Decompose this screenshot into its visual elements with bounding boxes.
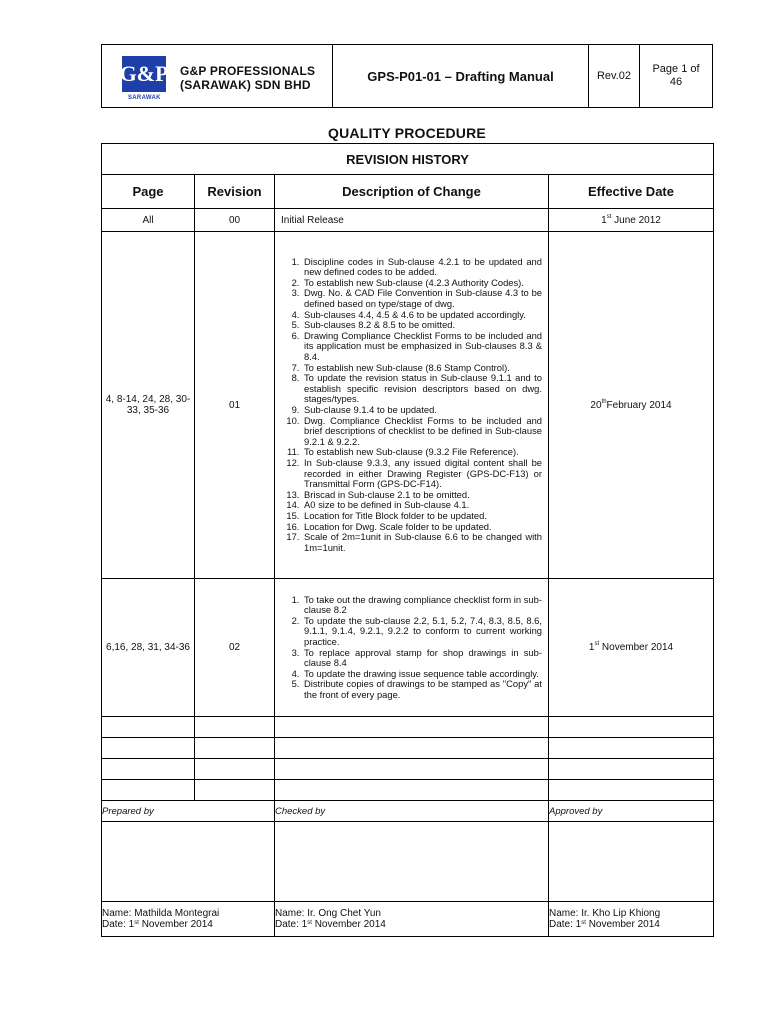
change-item: 7. To establish new Sub-clause (8.6 Stamp Control). xyxy=(302,363,542,374)
change-item: 3. To replace approval stamp for shop drawings in sub-clause 8.4 xyxy=(302,648,542,669)
prepared-by-details xyxy=(102,902,275,937)
company-name-line2: (SARAWAK) SDN BHD xyxy=(180,78,311,92)
checked-by-details xyxy=(275,902,549,937)
row-page: All xyxy=(102,209,195,232)
change-item: 9. Sub-clause 9.1.4 to be updated. xyxy=(302,405,542,416)
empty-row xyxy=(102,759,714,780)
change-item: 5. Distribute copies of drawings to be stamped as "Copy" at the front of every page. xyxy=(302,679,542,700)
row-description xyxy=(275,232,549,579)
logo-cell xyxy=(102,45,333,107)
page-number-line1: Page 1 of xyxy=(652,63,700,75)
signoff-name-row xyxy=(102,902,714,937)
empty-row xyxy=(102,780,714,801)
change-item: 17. Scale of 2m=1unit in Sub-clause 6.6 to be changed with 1m=1unit. xyxy=(302,532,542,553)
table-title: REVISION HISTORY xyxy=(102,144,714,175)
row-page: 4, 8-14, 24, 28, 30-33, 35-36 xyxy=(102,232,195,579)
prepared-by-name: Name: Mathilda Montegrai xyxy=(102,908,220,919)
signoff-label-row xyxy=(102,801,714,822)
prepared-by-date: Date: 1st November 2014 xyxy=(102,919,213,930)
page-number-line2: 46 xyxy=(669,76,683,88)
table-row xyxy=(102,232,714,579)
change-item: 1. Discipline codes in Sub-clause 4.2.1 to be updated and new defined codes to be added. xyxy=(302,257,542,278)
change-item: 4. To update the drawing issue sequence table accordingly. xyxy=(302,669,542,680)
logo-lettering: G&P xyxy=(120,61,168,86)
empty-row xyxy=(102,738,714,759)
change-item: 6. Drawing Compliance Checklist Forms to be included and its application must be emphasized in Sub-clauses 8.3 & 8.4. xyxy=(302,331,542,363)
row-revision: 00 xyxy=(195,209,275,232)
change-item: 2. To update the sub-clause 2.2, 5.1, 5.2, 7.4, 8.3, 8.5, 8.6, 9.1.1, 9.1.4, 9.2.1, 9.2.2 to conform to current working practice. xyxy=(302,616,542,648)
document-title: GPS-P01-01 – Drafting Manual xyxy=(333,45,589,107)
company-name xyxy=(180,64,315,92)
column-header-page: Page xyxy=(102,175,195,209)
logo-subtitle: SARAWAK xyxy=(128,95,161,101)
table-header-row xyxy=(102,175,714,209)
change-list xyxy=(275,595,548,701)
procedure-title: QUALITY PROCEDURE xyxy=(328,125,486,141)
approved-by-name: Name: Ir. Kho Lip Khiong xyxy=(549,908,661,919)
row-revision: 01 xyxy=(195,232,275,579)
row-effective-date: 1st November 2014 xyxy=(549,579,714,717)
column-header-effective-date: Effective Date xyxy=(549,175,714,209)
checked-by-name: Name: Ir. Ong Chet Yun xyxy=(275,908,381,919)
column-header-revision: Revision xyxy=(195,175,275,209)
change-item: 15. Location for Title Block folder to be updated. xyxy=(302,511,542,522)
change-item: 14. A0 size to be defined in Sub-clause 4.1. xyxy=(302,500,542,511)
revision-history-table xyxy=(101,143,714,937)
revision-number: Rev.02 xyxy=(589,45,640,107)
company-name-line1: G&P PROFESSIONALS xyxy=(180,64,316,78)
change-item: 16. Location for Dwg. Scale folder to be updated. xyxy=(302,522,542,533)
prepared-signature xyxy=(102,822,275,902)
prepared-by-label: Prepared by xyxy=(102,801,275,822)
table-row xyxy=(102,209,714,232)
checked-by-label: Checked by xyxy=(275,801,549,822)
row-page: 6,16, 28, 31, 34-36 xyxy=(102,579,195,717)
signature-row xyxy=(102,822,714,902)
row-revision: 02 xyxy=(195,579,275,717)
approved-by-details xyxy=(549,902,714,937)
change-item: 3. Dwg. No. & CAD File Convention in Sub-clause 4.3 to be defined based on type/stage of dwg. xyxy=(302,288,542,309)
change-item: 5. Sub-clauses 8.2 & 8.5 to be omitted. xyxy=(302,320,542,331)
table-row xyxy=(102,579,714,717)
checked-by-date: Date: 1st November 2014 xyxy=(275,919,386,930)
row-effective-date: 1st June 2012 xyxy=(549,209,714,232)
change-item: 10. Dwg. Compliance Checklist Forms to be included and brief descriptions of checklist to be defined in Sub-clause 9.2.1 & 9.2.2. xyxy=(302,416,542,448)
empty-row xyxy=(102,717,714,738)
change-list xyxy=(275,257,548,554)
change-item: 4. Sub-clauses 4.4, 4.5 & 4.6 to be updated accordingly. xyxy=(302,310,542,321)
approved-by-date: Date: 1st November 2014 xyxy=(549,919,660,930)
change-item: 2. To establish new Sub-clause (4.2.3 Authority Codes). xyxy=(302,278,542,289)
row-effective-date: 20thFebruary 2014 xyxy=(549,232,714,579)
change-item: 13. Briscad in Sub-clause 2.1 to be omitted. xyxy=(302,490,542,501)
change-item: 12. In Sub-clause 9.3.3, any issued digital content shall be recorded in either Drawing Register (GPS-DC-F13) or Transmittal Form (GPS-DC-F14). xyxy=(302,458,542,490)
page-number xyxy=(640,45,712,107)
checked-signature xyxy=(275,822,549,902)
approved-signature xyxy=(549,822,714,902)
approved-by-label: Approved by xyxy=(549,801,714,822)
change-item: 11. To establish new Sub-clause (9.3.2 File Reference). xyxy=(302,447,542,458)
company-logo-icon xyxy=(120,54,168,94)
row-description xyxy=(275,579,549,717)
row-description: Initial Release xyxy=(275,209,549,232)
document-header xyxy=(101,44,713,108)
column-header-description: Description of Change xyxy=(275,175,549,209)
change-item: 1. To take out the drawing compliance checklist form in sub-clause 8.2 xyxy=(302,595,542,616)
change-item: 8. To update the revision status in Sub-clause 9.1.1 and to establish specific revision descriptors based on dwg. stages/types. xyxy=(302,373,542,405)
